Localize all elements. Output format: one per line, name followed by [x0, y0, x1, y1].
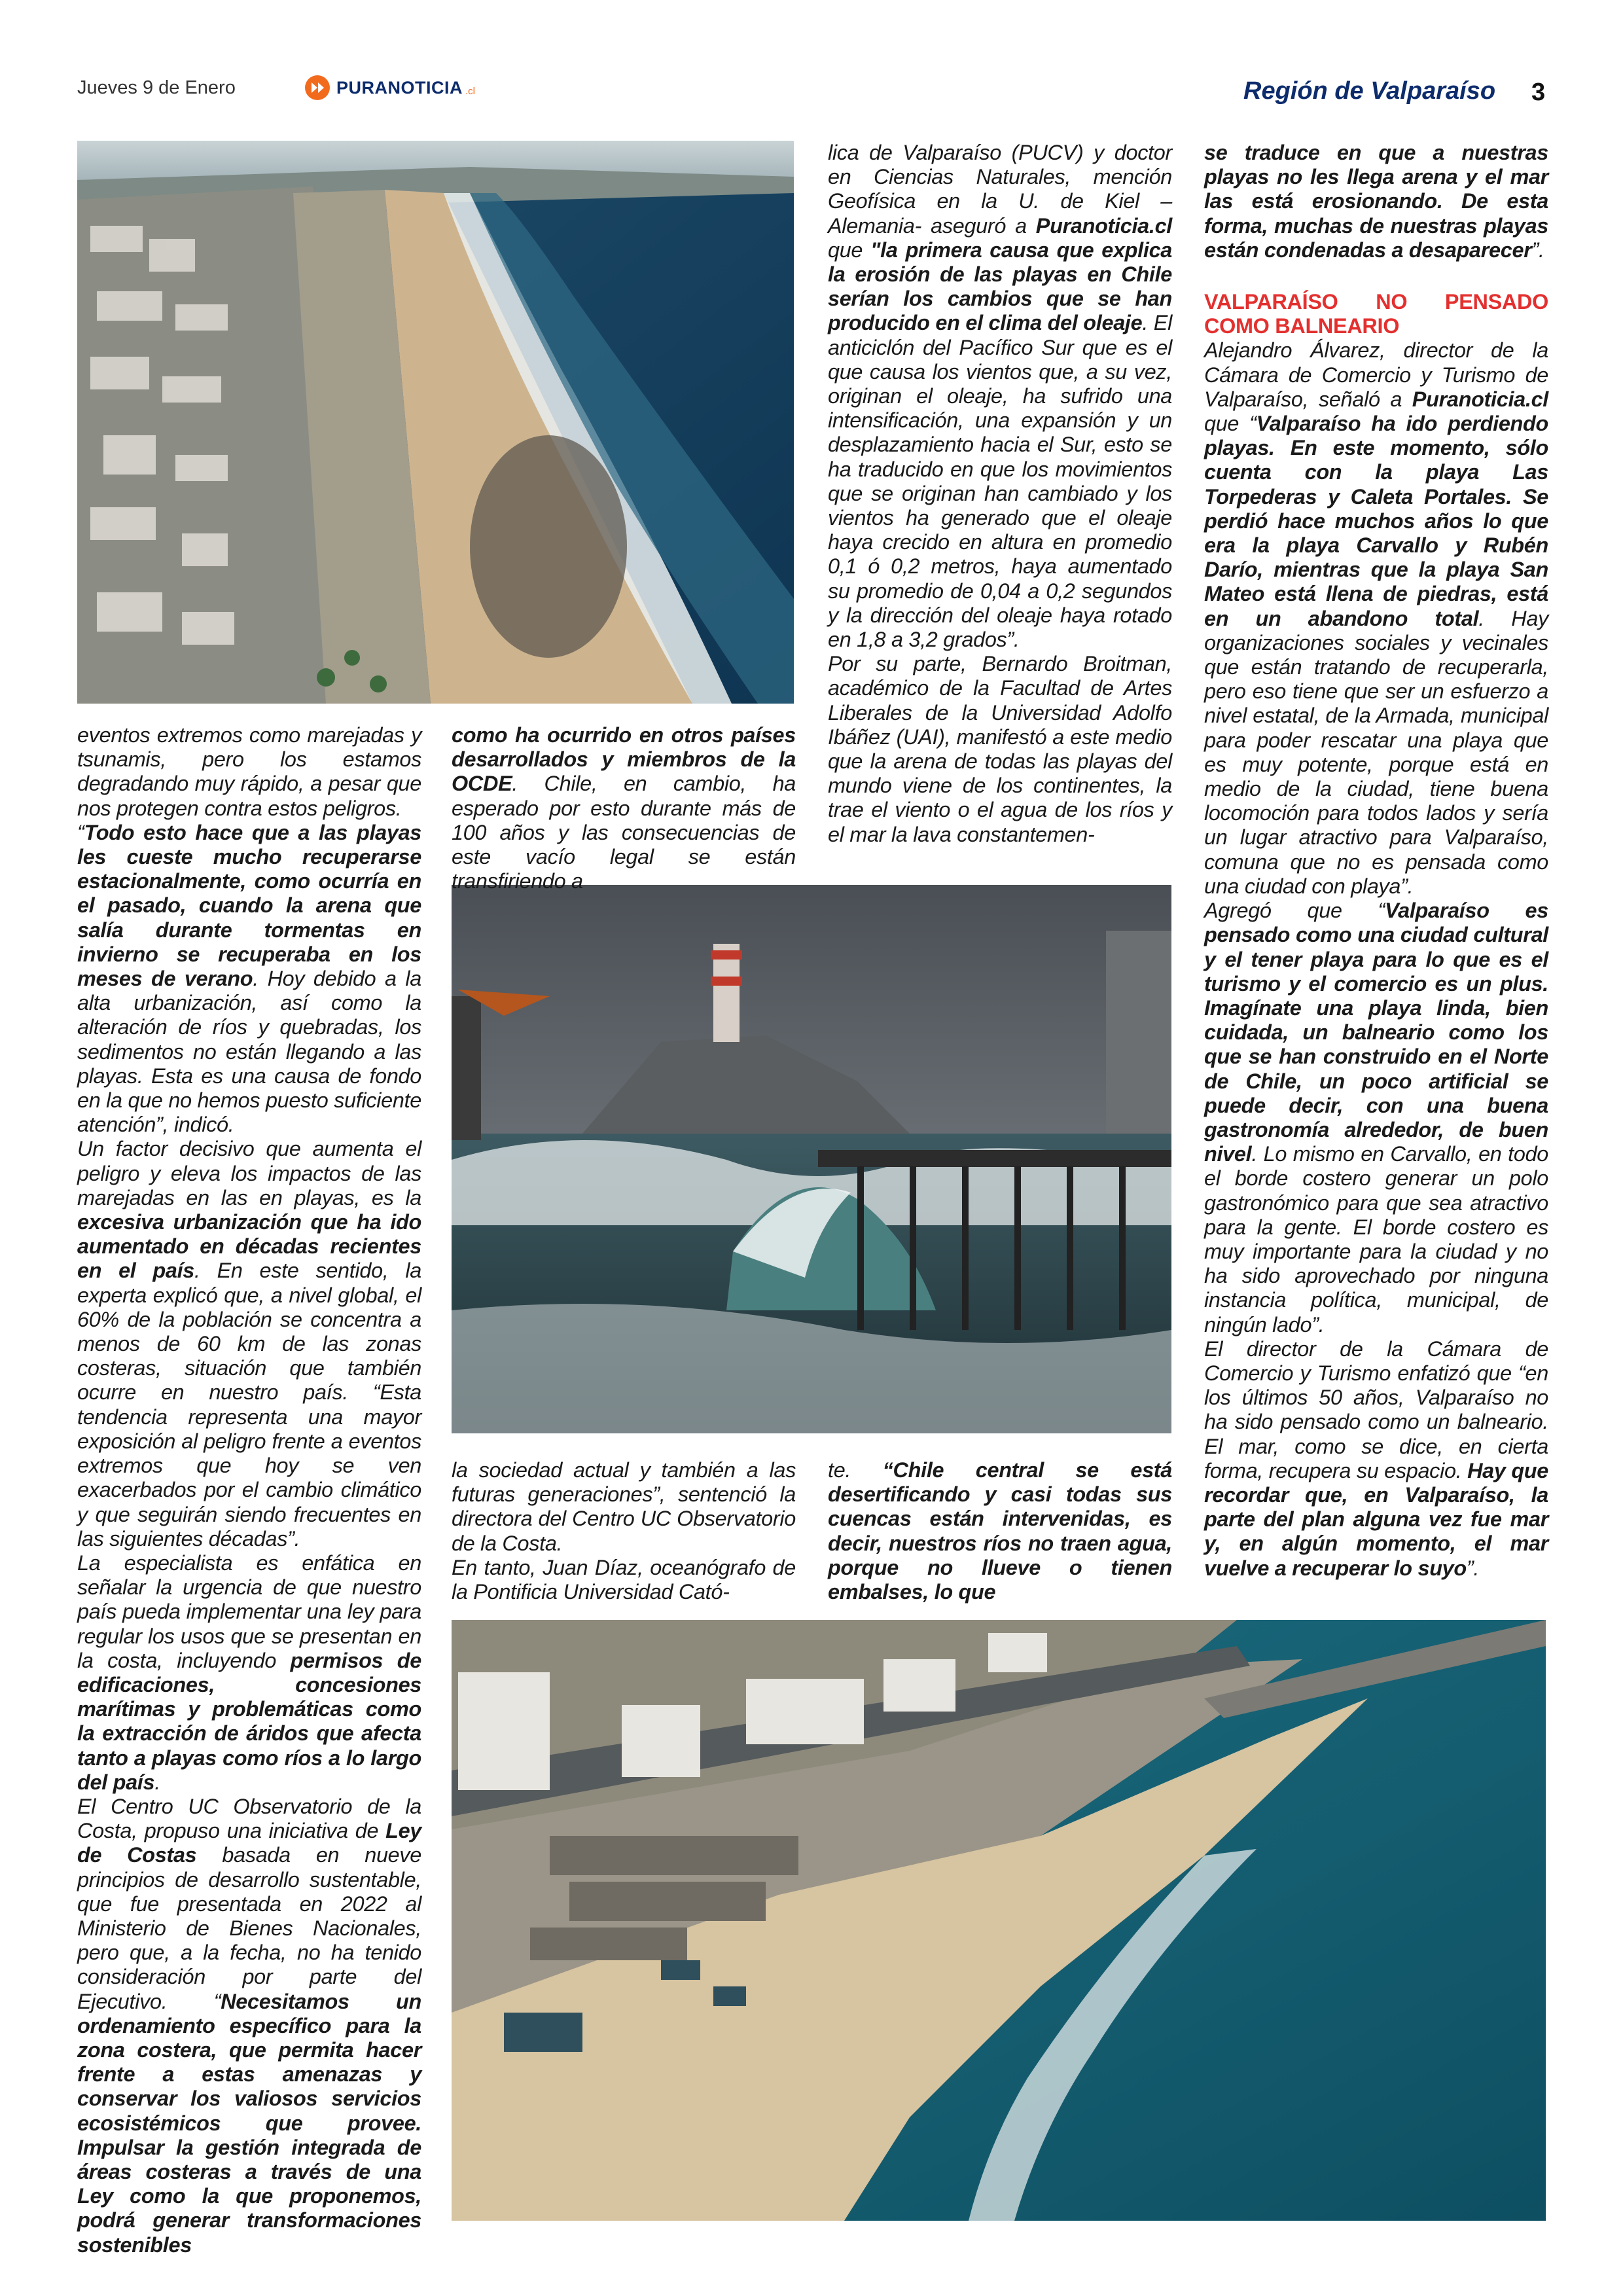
section-title: Región de Valparaíso — [1243, 77, 1496, 105]
brand-logo[interactable] — [305, 75, 475, 101]
brand-suffix: .cl — [465, 85, 475, 97]
col4-text-j: . Lo mismo en Carvallo, en todo el borde costero generar un polo gastronómico para que sea atractivo para la gente. El borde costero es muy importante para la ciudad y no ha sido aprovechado por ninguna instancia política, municipal, de ningún lado”. — [1204, 1142, 1548, 1336]
col1-paragraph-2: . Hoy debido a la alta urbanización, así como la alteración de ríos y quebradas, los sedimentos no están llegando a las playas. Esta es una causa de fondo en la que no hemos puesto suficiente atención”, indicó. — [77, 967, 421, 1137]
col4-sea-bold: Hay que recordar que, en Valparaíso, la parte del plan alguna vez fue mar y, en algún momento, el mar vuelve a recuperar lo suyo — [1204, 1458, 1548, 1580]
col3-text-f: Por su parte, Bernardo Broitman, académico de la Facultad de Artes Liberales de la Universidad Adolfo Ibáñez (UAI), manifestó a este medio que la arena de todas las playas del mundo viene de los continentes, la trae el viento o el agua de los ríos y el mar la lava constantemen- — [828, 652, 1172, 846]
col4-source-bold: Puranoticia.cl — [1412, 387, 1548, 411]
col4-text-h: Agregó que “ — [1204, 899, 1385, 923]
col1-paragraph-1: eventos extremos como marejadas y tsunamis, pero los estamos degradando muy rápido, a pesar que nos protegen contra estos peligros. — [77, 723, 421, 820]
col1-paragraph-4a: La especialista es enfática en señalar la urgencia de que nuestro país pueda implementar una ley para regular los usos que se presentan en la costa, incluyendo — [77, 1551, 421, 1672]
col1-quote-needs-bold: Necesitamos un ordenamiento específico para la zona costera, que permita hacer frente a estas amenazas y conservar los valiosos servicios ecosistémicos que provee. Impulsar la gestión integrada de áreas costeras a través de una Ley como la que proponemos, podrá generar transformaciones sostenibles — [77, 1989, 421, 2257]
col4-text-g: . Hay organizaciones sociales y vecinales que están tratando de recuperarla, pero eso tiene que ser un esfuerzo a nivel estatal, de la Armada, municipal para poder rescatar una playa que es muy potente, porque está en medio de la ciudad, tiene buena locomoción para todos lados y sería un lugar atractivo para Valparaíso, comuna que no es pensada como una ciudad con playa”. — [1204, 606, 1548, 898]
col4-text-c: Alejandro Álvarez, director de la Cámara de Comercio y Turismo de Valparaíso, señaló a — [1204, 338, 1548, 411]
col1-period: . — [154, 1770, 160, 1794]
col2-bottom-paragraph-2: En tanto, Juan Díaz, oceanógrafo de la Pontificia Universidad Cató- — [452, 1555, 796, 1604]
col1-law-bold: Ley de Costas — [77, 1819, 421, 1867]
col1-quote-open: “ — [77, 820, 84, 844]
subheading: VALPARAÍSO NO PENSADO COMO BALNEARIO — [1204, 290, 1548, 338]
col3-bottom-quote-bold: “Chile central se está desertificando y casi todas sus cuencas están intervenidas, es decir, nuestros ríos no traen agua, porque no llueve o tienen embalses, lo que — [828, 1458, 1173, 1604]
col3-bottom-text: te. — [828, 1458, 883, 1482]
brand-name: PURANOTICIA — [336, 77, 463, 98]
column-3-top — [828, 141, 1172, 847]
column-2-top — [452, 723, 796, 893]
col1-paragraph-3c: . En este sentido, la experta explicó que, a nivel global, el 60% de la población se concentra a menos de 60 km de las zonas costeras, situación que también ocurre en nuestro país. “Esta tendencia representa una mayor exposición al peligro frente a eventos extremos que hoy se ven exacerbados por el cambio climático y que seguirán siendo frecuentes en las siguientes décadas”. — [77, 1259, 421, 1551]
play-arrows-icon — [305, 75, 330, 100]
col2-top-text: . Chile, en cambio, ha esperado por esto durante más de 100 años y las consecuencias de este vacío legal se están transfiriendo a — [452, 772, 796, 893]
col2-bottom-paragraph-1: la sociedad actual y también a las futuras generaciones”, sentenció la directora del Centro UC Observatorio de la Costa. — [452, 1458, 796, 1555]
col1-paragraph-3a: Un factor decisivo que aumenta el peligro y eleva los impactos de las marejadas en las en playas, es la — [77, 1137, 421, 1210]
pier-waves-photo — [452, 885, 1171, 1433]
col3-text-c: que — [828, 238, 871, 262]
col4-text-k: El director de la Cámara de Comercio y Turismo enfatizó que “en los últimos 50 años, Valparaíso no ha sido pensado como un balneario. El mar, como se dice, en cierta forma, recupera su espacio. — [1204, 1336, 1548, 1482]
col2-ocde-bold: como ha ocurrido en otros países desarrollados y miembros de la OCDE — [452, 723, 796, 796]
col4-quote-close: ”. — [1531, 238, 1544, 262]
col4-quote-bold: se traduce en que a nuestras playas no les llega arena y el mar las está erosionando. De esta forma, muchas de nuestras playas están condenadas a desaparecer — [1204, 141, 1548, 262]
col1-paragraph-5c: basada en nueve principios de desarrollo sustentable, que fue presentada en 2022 al Ministerio de Bienes Nacionales, pero que, a la fecha, no ha tenido consideración por parte del Ejecutivo. “ — [77, 1843, 421, 2013]
col1-quote-bold: Todo esto hace que a las playas les cueste mucho recuperarse estacionalmente, como ocurría en el pasado, cuando la arena que salía durante tormentas en invierno se recuperaba en los meses de verano — [77, 820, 421, 991]
col1-urbanization-bold: excesiva urbanización que ha ido aumentado en décadas recientes en el país — [77, 1210, 421, 1283]
column-2-bottom — [452, 1458, 796, 1604]
beach-aerial-photo — [77, 141, 794, 704]
issue-date: Jueves 9 de Enero — [77, 77, 236, 98]
col3-text-e: . El anticiclón del Pacífico Sur que es el que causa los vientos que, a su vez, originan el oleaje, ha sufrido una intensificación, una expansión y un desplazamiento hacia el Sur, esto se ha traducido en que los movimientos que se originan han cambiado y los vientos ha generado que el oleaje haya crecido en altura en promedio 0,1 ó 0,2 metros, haya aumentado su promedio de 0,04 a 0,2 segundos y la dirección del oleaje haya rotado en 1,8 a 3,2 grados”. — [828, 311, 1172, 652]
column-3-bottom — [828, 1458, 1172, 1604]
col3-source-bold: Puranoticia.cl — [1035, 213, 1172, 238]
col3-quote-bold: "la primera causa que explica la erosión de las playas en Chile serían los cambios que se han producido en el clima del oleaje — [828, 238, 1172, 335]
col4-text-m: ”. — [1466, 1556, 1480, 1580]
col1-permits-bold: permisos de edificaciones, concesiones marítimas y problemáticas como la extracción de áridos que afecta tanto a playas como ríos a lo largo del país — [77, 1648, 421, 1794]
col4-text-e: que “ — [1204, 412, 1257, 436]
col4-culture-bold: Valparaíso es pensado como una ciudad cultural y el tener playa para lo que es el turismo y el comercio es un plus. Imagínate una playa linda, bien cuidada, un balneario como los que se han construido en el Norte de Chile, un poco artificial se puede decir, con una buena gastronomía alrededor, de buen nivel — [1204, 899, 1548, 1166]
page-number: 3 — [1531, 79, 1546, 106]
column-1 — [77, 723, 421, 2257]
column-4 — [1204, 141, 1548, 1581]
coast-aerial-photo — [452, 1620, 1546, 2221]
col3-text-a: lica de Valparaíso (PUCV) y doctor en Ciencias Naturales, mención Geofísica en la U. de Kiel –Alemania- aseguró a — [828, 141, 1172, 238]
col1-paragraph-5a: El Centro UC Observatorio de la Costa, propuso una iniciativa de — [77, 1794, 421, 1843]
col4-beaches-bold: Valparaíso ha ido perdiendo playas. En este momento, sólo cuenta con la playa Las Torpederas y Caleta Portales. Se perdió hace muchos años lo que era la playa Carvallo y Rubén Darío, mientras que la playa San Mateo está llena de piedras, está en un abandono total — [1204, 412, 1549, 630]
